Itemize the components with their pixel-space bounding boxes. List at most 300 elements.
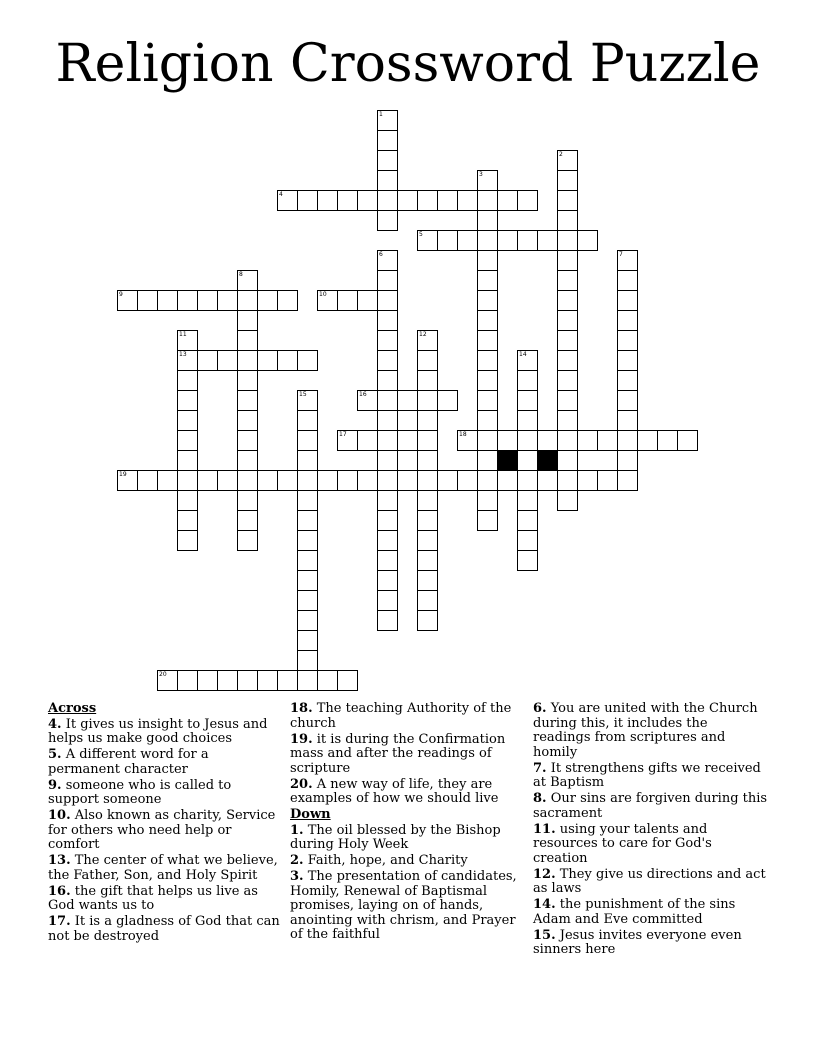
grid-cell[interactable] bbox=[237, 410, 258, 431]
clue-number-label: 5. bbox=[48, 747, 62, 762]
clues-column-1 bbox=[48, 702, 284, 946]
clue-text: It gives us insight to Jesus and helps us make good choices bbox=[48, 716, 268, 746]
grid-cell[interactable] bbox=[517, 490, 538, 511]
clue bbox=[533, 792, 769, 821]
grid-cell[interactable] bbox=[377, 310, 398, 331]
grid-cell[interactable] bbox=[297, 190, 318, 211]
grid-cell[interactable] bbox=[477, 230, 498, 251]
grid-cell[interactable] bbox=[597, 430, 618, 451]
grid-cell[interactable] bbox=[477, 490, 498, 511]
across-heading: Across bbox=[48, 701, 97, 716]
grid-cell[interactable] bbox=[417, 490, 438, 511]
clue-number: 18 bbox=[459, 431, 467, 438]
grid-cell[interactable] bbox=[457, 190, 478, 211]
grid-cell[interactable] bbox=[437, 230, 458, 251]
grid-cell[interactable] bbox=[417, 470, 438, 491]
clue-number: 9 bbox=[119, 291, 123, 298]
grid-cell[interactable] bbox=[177, 430, 198, 451]
grid-cell[interactable] bbox=[197, 670, 218, 691]
clue bbox=[48, 885, 284, 914]
grid-cell[interactable] bbox=[277, 670, 298, 691]
grid-cell[interactable] bbox=[377, 330, 398, 351]
clue-number-label: 7. bbox=[533, 760, 547, 776]
grid-cell[interactable] bbox=[137, 470, 158, 491]
clue-number-label: 10. bbox=[48, 808, 71, 823]
grid-cell[interactable] bbox=[477, 310, 498, 331]
clue-number-label: 6. bbox=[533, 701, 547, 716]
grid-cell[interactable] bbox=[557, 330, 578, 351]
grid-cell[interactable] bbox=[277, 470, 298, 491]
grid-cell[interactable] bbox=[477, 290, 498, 311]
clue-number: 12 bbox=[419, 331, 427, 338]
clue bbox=[533, 898, 769, 927]
grid-cell[interactable] bbox=[417, 230, 438, 251]
grid-cell[interactable] bbox=[377, 410, 398, 431]
grid-cell[interactable] bbox=[357, 430, 378, 451]
clue bbox=[290, 778, 526, 807]
clue-number-label: 18. bbox=[290, 701, 313, 716]
grid-cell[interactable] bbox=[177, 330, 198, 351]
grid-cell[interactable] bbox=[417, 330, 438, 351]
grid-cell[interactable] bbox=[677, 430, 698, 451]
grid-cell[interactable] bbox=[517, 510, 538, 531]
grid-cell[interactable] bbox=[297, 510, 318, 531]
grid-cell[interactable] bbox=[477, 210, 498, 231]
grid-cell[interactable] bbox=[377, 150, 398, 171]
grid-cell[interactable] bbox=[557, 370, 578, 391]
clue bbox=[533, 868, 769, 897]
grid-cell[interactable] bbox=[337, 670, 358, 691]
grid-cell[interactable] bbox=[617, 470, 638, 491]
grid-cell[interactable] bbox=[417, 530, 438, 551]
grid-cell[interactable] bbox=[477, 390, 498, 411]
grid-cell[interactable] bbox=[377, 250, 398, 271]
grid-cell[interactable] bbox=[237, 390, 258, 411]
grid-cell[interactable] bbox=[477, 510, 498, 531]
grid-cell[interactable] bbox=[297, 670, 318, 691]
grid-cell[interactable] bbox=[477, 430, 498, 451]
grid-cell[interactable] bbox=[277, 350, 298, 371]
grid-cell[interactable] bbox=[377, 130, 398, 151]
grid-cell[interactable] bbox=[297, 410, 318, 431]
clue bbox=[290, 854, 526, 869]
clue-number: 3 bbox=[479, 171, 483, 178]
clue-number-label: 15. bbox=[533, 927, 556, 943]
grid-cell[interactable] bbox=[617, 370, 638, 391]
grid-cell[interactable] bbox=[537, 470, 558, 491]
clue-number: 6 bbox=[379, 251, 383, 258]
grid-cell[interactable] bbox=[237, 370, 258, 391]
grid-cell[interactable] bbox=[377, 110, 398, 131]
grid-cell[interactable] bbox=[437, 470, 458, 491]
clue-number: 14 bbox=[519, 351, 527, 358]
clue-text: Also known as charity, Service for others who need help or comfort bbox=[48, 808, 276, 852]
grid-cell[interactable] bbox=[237, 470, 258, 491]
grid-cell[interactable] bbox=[417, 550, 438, 571]
grid-cell[interactable] bbox=[137, 290, 158, 311]
grid-cell[interactable] bbox=[517, 450, 538, 471]
grid-cell[interactable] bbox=[237, 450, 258, 471]
grid-cell[interactable] bbox=[357, 290, 378, 311]
clue bbox=[533, 762, 769, 791]
grid-cell[interactable] bbox=[437, 190, 458, 211]
clue-number: 10 bbox=[319, 291, 327, 298]
clue bbox=[48, 718, 284, 747]
grid-cell[interactable] bbox=[377, 610, 398, 631]
clue bbox=[48, 779, 284, 808]
grid-cell[interactable] bbox=[157, 670, 178, 691]
grid-cell[interactable] bbox=[377, 370, 398, 391]
grid-cell[interactable] bbox=[357, 390, 378, 411]
grid-cell[interactable] bbox=[337, 430, 358, 451]
grid-cell[interactable] bbox=[417, 510, 438, 531]
grid-cell[interactable] bbox=[617, 390, 638, 411]
grid-cell[interactable] bbox=[517, 230, 538, 251]
grid-cell[interactable] bbox=[317, 670, 338, 691]
grid-cell[interactable] bbox=[177, 350, 198, 371]
grid-cell[interactable] bbox=[617, 450, 638, 471]
grid-cell[interactable] bbox=[297, 610, 318, 631]
grid-cell[interactable] bbox=[297, 630, 318, 651]
grid-cell[interactable] bbox=[417, 430, 438, 451]
grid-cell[interactable] bbox=[497, 430, 518, 451]
grid-cell[interactable] bbox=[557, 390, 578, 411]
clue-number-label: 19. bbox=[290, 731, 313, 747]
grid-cell[interactable] bbox=[577, 230, 598, 251]
grid-cell[interactable] bbox=[517, 350, 538, 371]
grid-cell[interactable] bbox=[477, 370, 498, 391]
grid-cell[interactable] bbox=[237, 530, 258, 551]
grid-cell[interactable] bbox=[497, 190, 518, 211]
clue-text: Our sins are forgiven during this sacrament bbox=[533, 791, 768, 821]
grid-cell[interactable] bbox=[477, 410, 498, 431]
grid-cell[interactable] bbox=[277, 290, 298, 311]
grid-cell[interactable] bbox=[577, 470, 598, 491]
grid-cell[interactable] bbox=[237, 290, 258, 311]
clue-number-label: 3. bbox=[290, 869, 304, 884]
clue-text: A different word for a permanent character bbox=[48, 747, 209, 777]
clue-text: You are united with the Church during this, it includes the readings from scriptures and homily bbox=[533, 701, 758, 760]
clue-number-label: 17. bbox=[48, 914, 71, 929]
grid-cell[interactable] bbox=[557, 470, 578, 491]
grid-cell[interactable] bbox=[617, 430, 638, 451]
grid-cell[interactable] bbox=[297, 590, 318, 611]
clue bbox=[290, 702, 526, 731]
grid-cell[interactable] bbox=[237, 490, 258, 511]
clues-column-3 bbox=[533, 702, 769, 959]
grid-cell[interactable] bbox=[417, 190, 438, 211]
black-cell bbox=[537, 450, 558, 471]
clue-number-label: 13. bbox=[48, 853, 71, 868]
grid-cell[interactable] bbox=[457, 430, 478, 451]
grid-cell[interactable] bbox=[657, 430, 678, 451]
grid-cell[interactable] bbox=[297, 570, 318, 591]
clue-text: the gift that helps us live as God wants us to bbox=[48, 883, 258, 913]
grid-cell[interactable] bbox=[237, 430, 258, 451]
grid-cell[interactable] bbox=[177, 370, 198, 391]
grid-cell[interactable] bbox=[177, 490, 198, 511]
grid-cell[interactable] bbox=[557, 170, 578, 191]
grid-cell[interactable] bbox=[237, 350, 258, 371]
grid-cell[interactable] bbox=[617, 250, 638, 271]
grid-cell[interactable] bbox=[177, 450, 198, 471]
grid-cell[interactable] bbox=[397, 430, 418, 451]
clue-text: The oil blessed by the Bishop during Holy Week bbox=[290, 822, 501, 852]
grid-cell[interactable] bbox=[197, 350, 218, 371]
grid-cell[interactable] bbox=[297, 350, 318, 371]
clue-number-label: 12. bbox=[533, 866, 556, 882]
clue-number: 1 bbox=[379, 111, 383, 118]
grid-cell[interactable] bbox=[437, 390, 458, 411]
grid-cell[interactable] bbox=[517, 430, 538, 451]
grid-cell[interactable] bbox=[417, 350, 438, 371]
black-cell bbox=[497, 450, 518, 471]
clue-number: 15 bbox=[299, 391, 307, 398]
grid-cell[interactable] bbox=[377, 190, 398, 211]
clue-number: 4 bbox=[279, 191, 283, 198]
clue-text: using your talents and resources to care for God's creation bbox=[533, 821, 712, 866]
grid-cell[interactable] bbox=[517, 370, 538, 391]
grid-cell[interactable] bbox=[237, 510, 258, 531]
grid-cell[interactable] bbox=[377, 390, 398, 411]
grid-cell[interactable] bbox=[617, 410, 638, 431]
grid-cell[interactable] bbox=[377, 510, 398, 531]
grid-cell[interactable] bbox=[517, 530, 538, 551]
clue-number-label: 14. bbox=[533, 897, 556, 912]
grid-cell[interactable] bbox=[377, 490, 398, 511]
grid-cell[interactable] bbox=[517, 190, 538, 211]
grid-cell[interactable] bbox=[317, 470, 338, 491]
grid-cell[interactable] bbox=[477, 170, 498, 191]
grid-cell[interactable] bbox=[557, 190, 578, 211]
grid-cell[interactable] bbox=[297, 530, 318, 551]
grid-cell[interactable] bbox=[337, 470, 358, 491]
grid-cell[interactable] bbox=[377, 170, 398, 191]
grid-cell[interactable] bbox=[377, 270, 398, 291]
grid-cell[interactable] bbox=[177, 510, 198, 531]
grid-cell[interactable] bbox=[517, 410, 538, 431]
grid-cell[interactable] bbox=[477, 450, 498, 471]
clue-number-label: 20. bbox=[290, 776, 313, 792]
grid-cell[interactable] bbox=[597, 470, 618, 491]
grid-cell[interactable] bbox=[377, 450, 398, 471]
clue bbox=[48, 748, 284, 777]
grid-cell[interactable] bbox=[457, 230, 478, 251]
grid-cell[interactable] bbox=[417, 450, 438, 471]
grid-cell[interactable] bbox=[617, 330, 638, 351]
clue-number-label: 8. bbox=[533, 791, 547, 806]
grid-cell[interactable] bbox=[557, 430, 578, 451]
clue-number-label: 9. bbox=[48, 777, 62, 793]
grid-cell[interactable] bbox=[177, 470, 198, 491]
clue-number: 19 bbox=[119, 471, 127, 478]
grid-cell[interactable] bbox=[117, 290, 138, 311]
grid-cell[interactable] bbox=[417, 610, 438, 631]
grid-cell[interactable] bbox=[297, 430, 318, 451]
grid-cell[interactable] bbox=[177, 410, 198, 431]
grid-cell[interactable] bbox=[317, 290, 338, 311]
clue-number: 7 bbox=[619, 251, 623, 258]
clue-text: The presentation of candidates, Homily, Renewal of Baptismal promises, laying on of hands, anointing with chrism, and Prayer of the faithful bbox=[290, 869, 517, 942]
clue-text: A new way of life, they are examples of how we should live bbox=[290, 776, 499, 806]
grid-cell[interactable] bbox=[417, 590, 438, 611]
grid-cell[interactable] bbox=[557, 450, 578, 471]
grid-cell[interactable] bbox=[257, 670, 278, 691]
clue bbox=[48, 915, 284, 944]
grid-cell[interactable] bbox=[497, 230, 518, 251]
grid-cell[interactable] bbox=[397, 190, 418, 211]
grid-cell[interactable] bbox=[497, 470, 518, 491]
page-title: Religion Crossword Puzzle bbox=[55, 34, 761, 94]
clue-number-label: 4. bbox=[48, 716, 62, 732]
clue-text: it is during the Confirmation mass and after the readings of scripture bbox=[290, 731, 506, 776]
grid-cell[interactable] bbox=[637, 430, 658, 451]
clue bbox=[533, 929, 769, 958]
grid-cell[interactable] bbox=[277, 190, 298, 211]
clue-number-label: 1. bbox=[290, 822, 304, 838]
grid-cell[interactable] bbox=[237, 670, 258, 691]
grid-cell[interactable] bbox=[477, 250, 498, 271]
clue-number: 13 bbox=[179, 351, 187, 358]
grid-cell[interactable] bbox=[557, 410, 578, 431]
grid-cell[interactable] bbox=[357, 190, 378, 211]
grid-cell[interactable] bbox=[377, 570, 398, 591]
grid-cell[interactable] bbox=[477, 470, 498, 491]
grid-cell[interactable] bbox=[377, 590, 398, 611]
grid-cell[interactable] bbox=[617, 270, 638, 291]
grid-cell[interactable] bbox=[417, 570, 438, 591]
grid-cell[interactable] bbox=[557, 270, 578, 291]
clue-number: 20 bbox=[159, 671, 167, 678]
grid-cell[interactable] bbox=[377, 210, 398, 231]
clue bbox=[290, 733, 526, 777]
grid-cell[interactable] bbox=[377, 530, 398, 551]
clue bbox=[533, 823, 769, 867]
clue bbox=[290, 824, 526, 853]
grid-cell[interactable] bbox=[297, 490, 318, 511]
grid-cell[interactable] bbox=[357, 470, 378, 491]
grid-cell[interactable] bbox=[217, 670, 238, 691]
grid-cell[interactable] bbox=[217, 290, 238, 311]
grid-cell[interactable] bbox=[577, 430, 598, 451]
grid-cell[interactable] bbox=[177, 390, 198, 411]
clue-number: 17 bbox=[339, 431, 347, 438]
grid-cell[interactable] bbox=[177, 290, 198, 311]
grid-cell[interactable] bbox=[177, 670, 198, 691]
grid-cell[interactable] bbox=[457, 470, 478, 491]
grid-cell[interactable] bbox=[617, 350, 638, 371]
grid-cell[interactable] bbox=[377, 550, 398, 571]
clues-column-2 bbox=[290, 702, 526, 944]
grid-cell[interactable] bbox=[377, 350, 398, 371]
grid-cell[interactable] bbox=[617, 310, 638, 331]
grid-cell[interactable] bbox=[377, 470, 398, 491]
grid-cell[interactable] bbox=[557, 310, 578, 331]
grid-cell[interactable] bbox=[217, 470, 238, 491]
clue bbox=[48, 854, 284, 883]
grid-cell[interactable] bbox=[377, 290, 398, 311]
grid-cell[interactable] bbox=[377, 430, 398, 451]
clue-text: The center of what we believe, the Father, Son, and Holy Spirit bbox=[48, 853, 278, 883]
grid-cell[interactable] bbox=[417, 410, 438, 431]
grid-cell[interactable] bbox=[237, 270, 258, 291]
grid-cell[interactable] bbox=[557, 230, 578, 251]
grid-cell[interactable] bbox=[177, 530, 198, 551]
grid-cell[interactable] bbox=[477, 350, 498, 371]
grid-cell[interactable] bbox=[257, 350, 278, 371]
grid-cell[interactable] bbox=[477, 270, 498, 291]
clue-number: 2 bbox=[559, 151, 563, 158]
clue bbox=[48, 809, 284, 853]
clue-number-label: 11. bbox=[533, 821, 556, 837]
grid-cell[interactable] bbox=[557, 210, 578, 231]
clue-number-label: 2. bbox=[290, 853, 304, 868]
clue-text: It is a gladness of God that can not be destroyed bbox=[48, 914, 280, 944]
grid-cell[interactable] bbox=[157, 290, 178, 311]
grid-cell[interactable] bbox=[237, 330, 258, 351]
grid-cell[interactable] bbox=[477, 190, 498, 211]
clue-text: The teaching Authority of the church bbox=[290, 701, 512, 731]
grid-cell[interactable] bbox=[557, 250, 578, 271]
grid-cell[interactable] bbox=[157, 470, 178, 491]
grid-cell[interactable] bbox=[557, 490, 578, 511]
grid-cell[interactable] bbox=[557, 290, 578, 311]
grid-cell[interactable] bbox=[517, 390, 538, 411]
clue bbox=[290, 870, 526, 943]
grid-cell[interactable] bbox=[257, 470, 278, 491]
grid-cell[interactable] bbox=[297, 450, 318, 471]
down-heading: Down bbox=[290, 807, 331, 822]
grid-cell[interactable] bbox=[197, 470, 218, 491]
grid-cell[interactable] bbox=[297, 650, 318, 671]
grid-cell[interactable] bbox=[517, 550, 538, 571]
clue-number-label: 16. bbox=[48, 883, 71, 899]
grid-cell[interactable] bbox=[417, 370, 438, 391]
grid-cell[interactable] bbox=[477, 330, 498, 351]
clue-text: someone who is called to support someone bbox=[48, 777, 232, 807]
grid-cell[interactable] bbox=[397, 470, 418, 491]
grid-cell[interactable] bbox=[257, 290, 278, 311]
grid-cell[interactable] bbox=[397, 390, 418, 411]
grid-cell[interactable] bbox=[337, 290, 358, 311]
grid-cell[interactable] bbox=[297, 390, 318, 411]
clue-number: 8 bbox=[239, 271, 243, 278]
grid-cell[interactable] bbox=[237, 310, 258, 331]
grid-cell[interactable] bbox=[117, 470, 138, 491]
clue-number: 5 bbox=[419, 231, 423, 238]
clue-text: They give us directions and act as laws bbox=[533, 866, 766, 896]
grid-cell[interactable] bbox=[617, 290, 638, 311]
grid-cell[interactable] bbox=[337, 190, 358, 211]
clue-text: Faith, hope, and Charity bbox=[307, 853, 468, 868]
grid-cell[interactable] bbox=[297, 470, 318, 491]
grid-cell[interactable] bbox=[417, 390, 438, 411]
grid-cell[interactable] bbox=[217, 350, 238, 371]
grid-cell[interactable] bbox=[297, 550, 318, 571]
clue-text: Jesus invites everyone even sinners here bbox=[533, 927, 742, 957]
grid-cell[interactable] bbox=[557, 350, 578, 371]
clue-text: It strengthens gifts we received at Baptism bbox=[533, 760, 761, 790]
grid-cell[interactable] bbox=[557, 150, 578, 171]
clue bbox=[533, 702, 769, 760]
grid-cell[interactable] bbox=[517, 470, 538, 491]
grid-cell[interactable] bbox=[537, 230, 558, 251]
clue-number: 11 bbox=[179, 331, 187, 338]
clue-text: the punishment of the sins Adam and Eve committed bbox=[533, 897, 736, 927]
grid-cell[interactable] bbox=[317, 190, 338, 211]
grid-cell[interactable] bbox=[197, 290, 218, 311]
grid-cell[interactable] bbox=[537, 430, 558, 451]
